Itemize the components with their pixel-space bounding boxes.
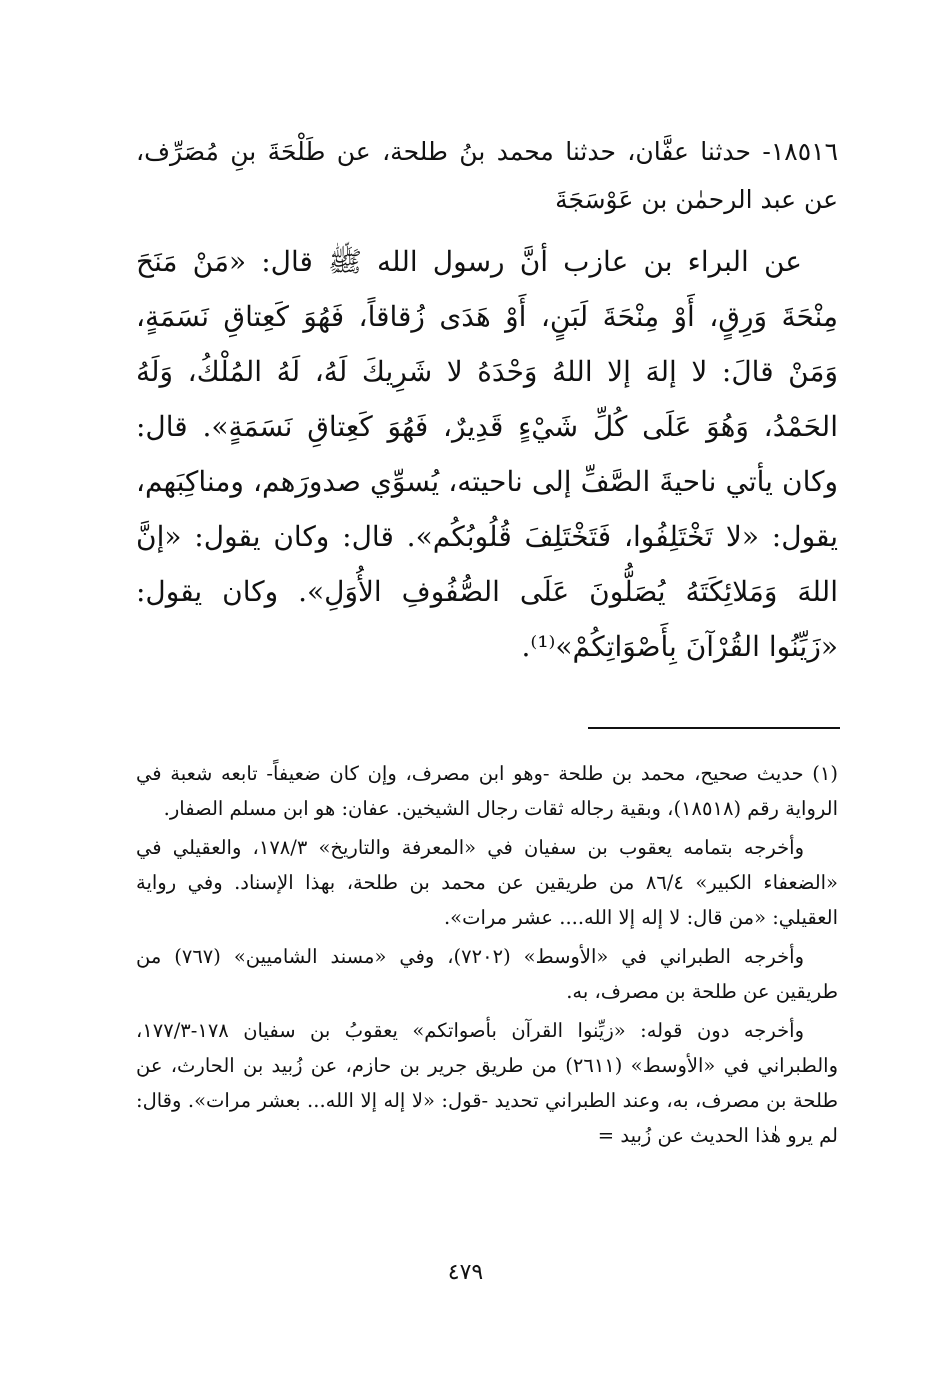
footnote-paragraph: وأخرجه الطبراني في «الأوسط» (٧٢٠٢)، وفي «مسند الشاميين» (٧٦٧) من طريقين عن طلحة بن مصرف، به. bbox=[136, 945, 838, 1003]
hadith-matn-text: عن البراء بن عازب أنَّ رسول الله ﷺ قال: «مَنْ مَنَحَ مِنْحَةَ وَرِقٍ، أَوْ مِنْحَةَ لَبَنٍ، أَوْ هَدَى زُقاقاً، فَهُوَ كَعِتاقِ نَسَمَةٍ، وَمَنْ قالَ: لا إلهَ إلا اللهُ وَحْدَهُ لا شَرِيكَ لَهُ، لَهُ المُلْكُ، وَلَهُ الحَمْدُ، وَهُوَ عَلَى كُلِّ شَيْءٍ قَدِيرٌ، فَهُوَ كَعِتاقِ نَسَمَةٍ». قال: وكان يأتي ناحيةَ الصَّفِّ إلى ناحيته، يُسوِّي صدورَهم، ومناكِبَهم، يقول: «لا تَخْتَلِفُوا، فَتَخْتَلِفَ قُلُوبُكُم». قال: وكان يقول: «إنَّ اللهَ وَمَلائِكَتَهُ يُصَلُّونَ عَلَى الصُّفُوفِ الأُوَلِ». وكان يقول: «زَيِّنُوا القُرْآنَ بِأَصْوَاتِكُمْ»⁽¹⁾. bbox=[136, 245, 838, 663]
page-number: ٤٧٩ bbox=[447, 1260, 484, 1285]
hadith-matn bbox=[136, 234, 838, 674]
footnote-paragraph: (١) حديث صحيح، محمد بن طلحة -وهو ابن مصرف، وإن كان ضعيفاً- تابعه شعبة في الرواية رقم (١٨٥١٨)، وبقية رجاله ثقات رجال الشيخين. عفان: هو ابن مسلم الصفار. bbox=[136, 762, 838, 820]
footnote-paragraph: وأخرجه دون قوله: «زيِّنوا القرآن بأصواتكم» يعقوبُ بن سفيان ١٧٨-١٧٧/٣، والطبراني في «الأوسط» (٢٦١١) من طريق جرير بن حازم، عن زُبيد بن الحارث، عن طلحة بن مصرف، به، وعند الطبراني تحديد -قول: «لا إله إلا الله... بعشر مرات». وقال: لم يرو هٰذا الحديث عن زُبيد = bbox=[136, 1019, 838, 1147]
hadith-isnad-text: ١٨٥١٦- حدثنا عفَّان، حدثنا محمد بنُ طلحة، عن طَلْحَةَ بنِ مُصَرِّف، عن عبد الرحمٰن بن عَوْسَجَةَ bbox=[136, 137, 838, 214]
footnote-paragraph: وأخرجه بتمامه يعقوب بن سفيان في «المعرفة والتاريخ» ١٧٨/٣، والعقيلي في «الضعفاء الكبير» ٨٦/٤ من طريقين عن محمد بن طلحة، بهذا الإسناد. وفي رواية العقيلي: «من قال: لا إله إلا الله.... عشر مرات». bbox=[136, 836, 838, 929]
hadith-isnad bbox=[136, 128, 838, 224]
footnotes bbox=[136, 756, 838, 1157]
footnote-separator bbox=[588, 727, 840, 729]
